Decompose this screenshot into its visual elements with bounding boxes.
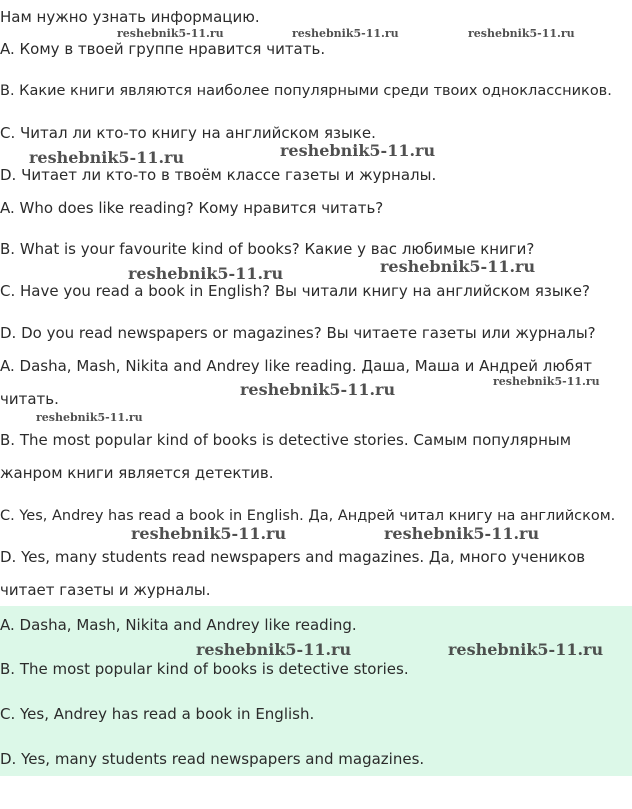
watermark: reshebnik5-11.ru: [240, 380, 396, 399]
question-en-d: D. Do you read newspapers or magazines? Вы читаете газеты или журналы?: [0, 324, 596, 342]
watermark: reshebnik5-11.ru: [29, 148, 185, 167]
question-ru-c: C. Читал ли кто-то книгу на английском языке.: [0, 124, 376, 142]
answer-en-d: D. Yes, many students read newspapers and magazines.: [0, 750, 425, 768]
watermark: reshebnik5-11.ru: [380, 257, 536, 276]
watermark: reshebnik5-11.ru: [292, 27, 399, 40]
question-en-b: B. What is your favourite kind of books? Какие у вас любимые книги?: [0, 240, 535, 258]
answer-en-b: B. The most popular kind of books is detective stories.: [0, 660, 409, 678]
question-ru-b: B. Какие книги являются наиболее популярными среди твоих одноклассников.: [0, 83, 612, 99]
question-ru-a: A. Кому в твоей группе нравится читать.: [0, 40, 326, 58]
watermark: reshebnik5-11.ru: [468, 27, 575, 40]
watermark: reshebnik5-11.ru: [36, 411, 143, 424]
answer-bilingual-d-line1: D. Yes, many students read newspapers and magazines. Да, много учеников: [0, 548, 586, 566]
answer-bilingual-c-line1: C. Yes, Andrey has read a book in English. Да, Андрей читал книгу на английском.: [0, 508, 616, 524]
question-en-a: A. Who does like reading? Кому нравится читать?: [0, 199, 384, 217]
watermark: reshebnik5-11.ru: [131, 524, 287, 543]
watermark: reshebnik5-11.ru: [384, 524, 540, 543]
answer-bilingual-b-line2: жанром книги является детектив.: [0, 464, 274, 482]
watermark: reshebnik5-11.ru: [196, 640, 352, 659]
watermark: reshebnik5-11.ru: [117, 27, 224, 40]
answer-en-a: A. Dasha, Mash, Nikita and Andrey like reading.: [0, 616, 357, 634]
question-ru-d: D. Читает ли кто-то в твоём классе газеты и журналы.: [0, 166, 437, 184]
watermark: reshebnik5-11.ru: [280, 141, 436, 160]
answer-en-c: C. Yes, Andrey has read a book in English.: [0, 705, 315, 723]
watermark: reshebnik5-11.ru: [128, 264, 284, 283]
watermark: reshebnik5-11.ru: [493, 375, 600, 388]
answer-bilingual-a-line1: A. Dasha, Mash, Nikita and Andrey like reading. Даша, Маша и Андрей любят: [0, 357, 593, 375]
answer-bilingual-b-line1: B. The most popular kind of books is detective stories. Самым популярным: [0, 431, 572, 449]
watermark: reshebnik5-11.ru: [448, 640, 604, 659]
intro-text: Нам нужно узнать информацию.: [0, 8, 260, 26]
question-en-c: C. Have you read a book in English? Вы читали книгу на английском языке?: [0, 282, 590, 300]
answer-bilingual-a-line2: читать.: [0, 390, 59, 408]
answer-bilingual-d-line2: читает газеты и журналы.: [0, 581, 211, 599]
